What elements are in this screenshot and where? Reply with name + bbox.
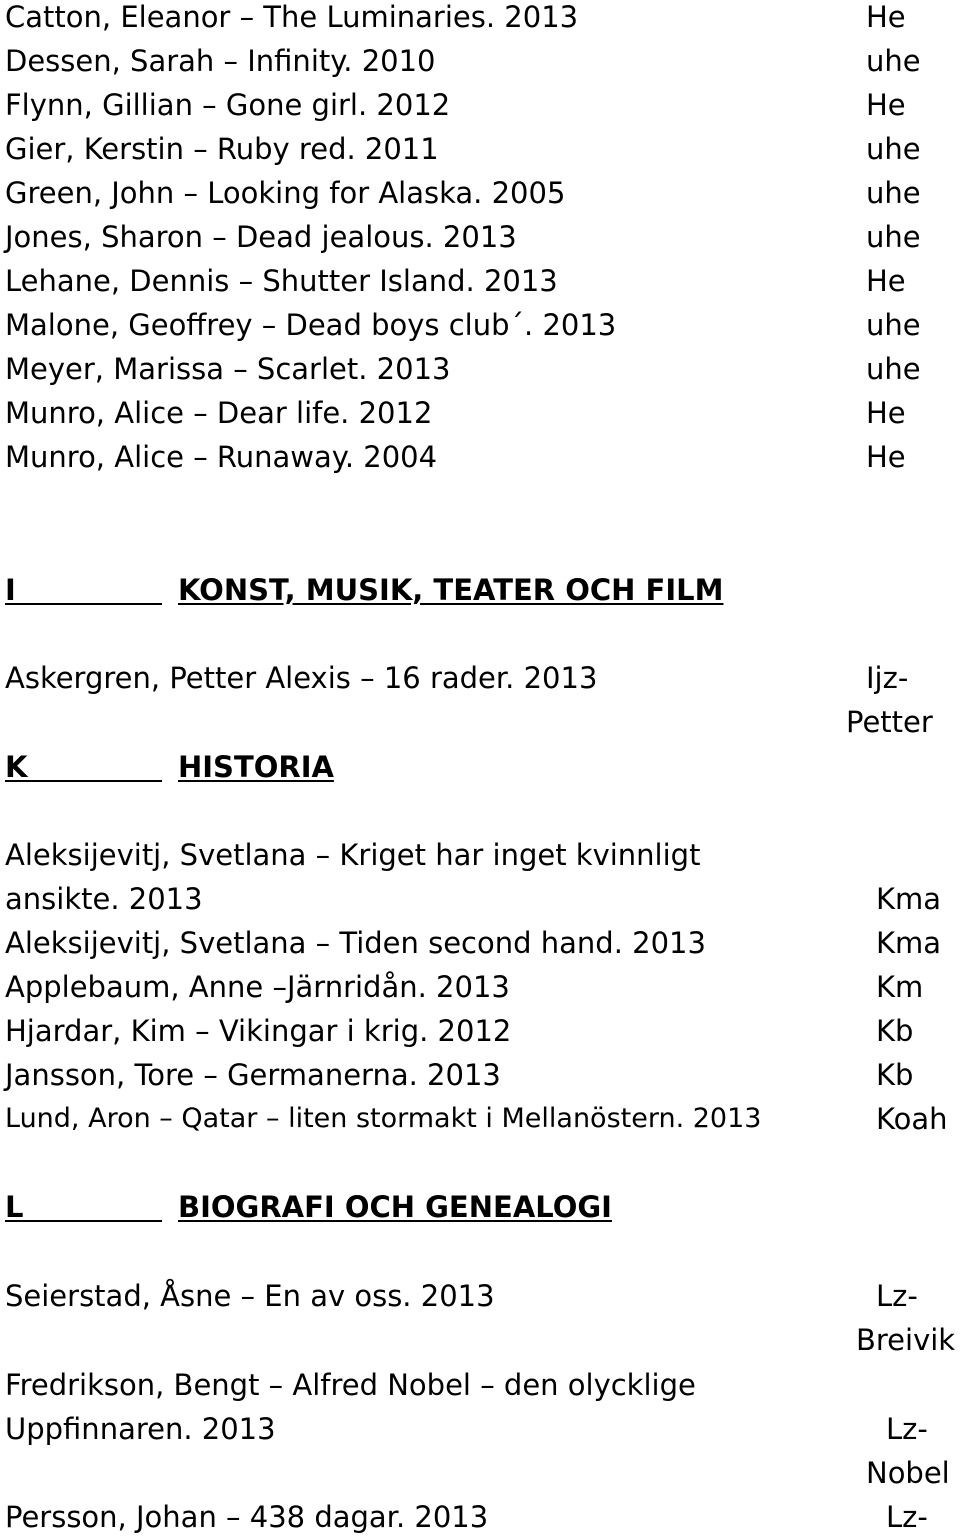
section-title: KONST, MUSIK, TEATER OCH FILM xyxy=(178,573,724,607)
shelf-code: Breivik xyxy=(856,1323,956,1357)
list-item: Flynn, Gillian – Gone girl. 2012 xyxy=(5,88,451,122)
list-item: Persson, Johan – 438 dagar. 2013 xyxy=(5,1500,489,1534)
list-item: Seierstad, Åsne – En av oss. 2013 xyxy=(5,1279,495,1313)
list-item: Lund, Aron – Qatar – liten stormakt i Mellanöstern. 2013 xyxy=(5,1103,762,1134)
shelf-code: Kma xyxy=(876,926,942,960)
shelf-code: uhe xyxy=(866,308,921,342)
shelf-code: He xyxy=(866,0,906,34)
section-letter: L xyxy=(5,1190,24,1224)
list-item: Jansson, Tore – Germanerna. 2013 xyxy=(5,1058,501,1092)
shelf-code: Lz- xyxy=(886,1412,928,1446)
list-item: Lehane, Dennis – Shutter Island. 2013 xyxy=(5,264,558,298)
shelf-code: uhe xyxy=(866,132,921,166)
section-title: HISTORIA xyxy=(178,750,334,784)
shelf-code: Petter xyxy=(846,705,933,739)
shelf-code: Koah xyxy=(876,1102,948,1136)
shelf-code: uhe xyxy=(866,352,921,386)
list-item: Uppfinnaren. 2013 xyxy=(5,1412,276,1446)
shelf-code: Nobel xyxy=(866,1456,950,1490)
list-item: Dessen, Sarah – Infinity. 2010 xyxy=(5,44,436,78)
list-item: Applebaum, Anne –Järnridån. 2013 xyxy=(5,970,510,1004)
list-item: Fredrikson, Bengt – Alfred Nobel – den olycklige xyxy=(5,1368,696,1402)
list-item: Malone, Geoffrey – Dead boys club´. 2013 xyxy=(5,308,617,342)
list-item: Catton, Eleanor – The Luminaries. 2013 xyxy=(5,0,579,34)
shelf-code: Ijz- xyxy=(866,661,909,695)
list-item: ansikte. 2013 xyxy=(5,882,203,916)
section-letter: I xyxy=(5,573,16,607)
shelf-code: uhe xyxy=(866,44,921,78)
shelf-code: He xyxy=(866,396,906,430)
shelf-code: He xyxy=(866,440,906,474)
shelf-code: uhe xyxy=(866,220,921,254)
section-underline xyxy=(5,780,162,782)
shelf-code: uhe xyxy=(866,176,921,210)
list-item: Aleksijevitj, Svetlana – Kriget har inget kvinnligt xyxy=(5,838,701,872)
list-item: Aleksijevitj, Svetlana – Tiden second hand. 2013 xyxy=(5,926,706,960)
section-underline xyxy=(5,603,162,605)
section-underline xyxy=(5,1220,162,1222)
list-item: Green, John – Looking for Alaska. 2005 xyxy=(5,176,566,210)
list-item: Hjardar, Kim – Vikingar i krig. 2012 xyxy=(5,1014,512,1048)
shelf-code: Lz- xyxy=(876,1279,918,1313)
shelf-code: Kb xyxy=(876,1014,914,1048)
section-title: BIOGRAFI OCH GENEALOGI xyxy=(178,1190,612,1224)
list-item: Munro, Alice – Dear life. 2012 xyxy=(5,396,433,430)
shelf-code: Kb xyxy=(876,1058,914,1092)
list-item: Munro, Alice – Runaway. 2004 xyxy=(5,440,438,474)
shelf-code: He xyxy=(866,264,906,298)
shelf-code: Lz- xyxy=(886,1500,928,1534)
shelf-code: He xyxy=(866,88,906,122)
list-item: Gier, Kerstin – Ruby red. 2011 xyxy=(5,132,439,166)
list-item: Jones, Sharon – Dead jealous. 2013 xyxy=(5,220,517,254)
list-item: Askergren, Petter Alexis – 16 rader. 2013 xyxy=(5,661,598,695)
section-letter: K xyxy=(5,750,28,784)
list-item: Meyer, Marissa – Scarlet. 2013 xyxy=(5,352,451,386)
shelf-code: Kma xyxy=(876,882,942,916)
shelf-code: Km xyxy=(876,970,924,1004)
